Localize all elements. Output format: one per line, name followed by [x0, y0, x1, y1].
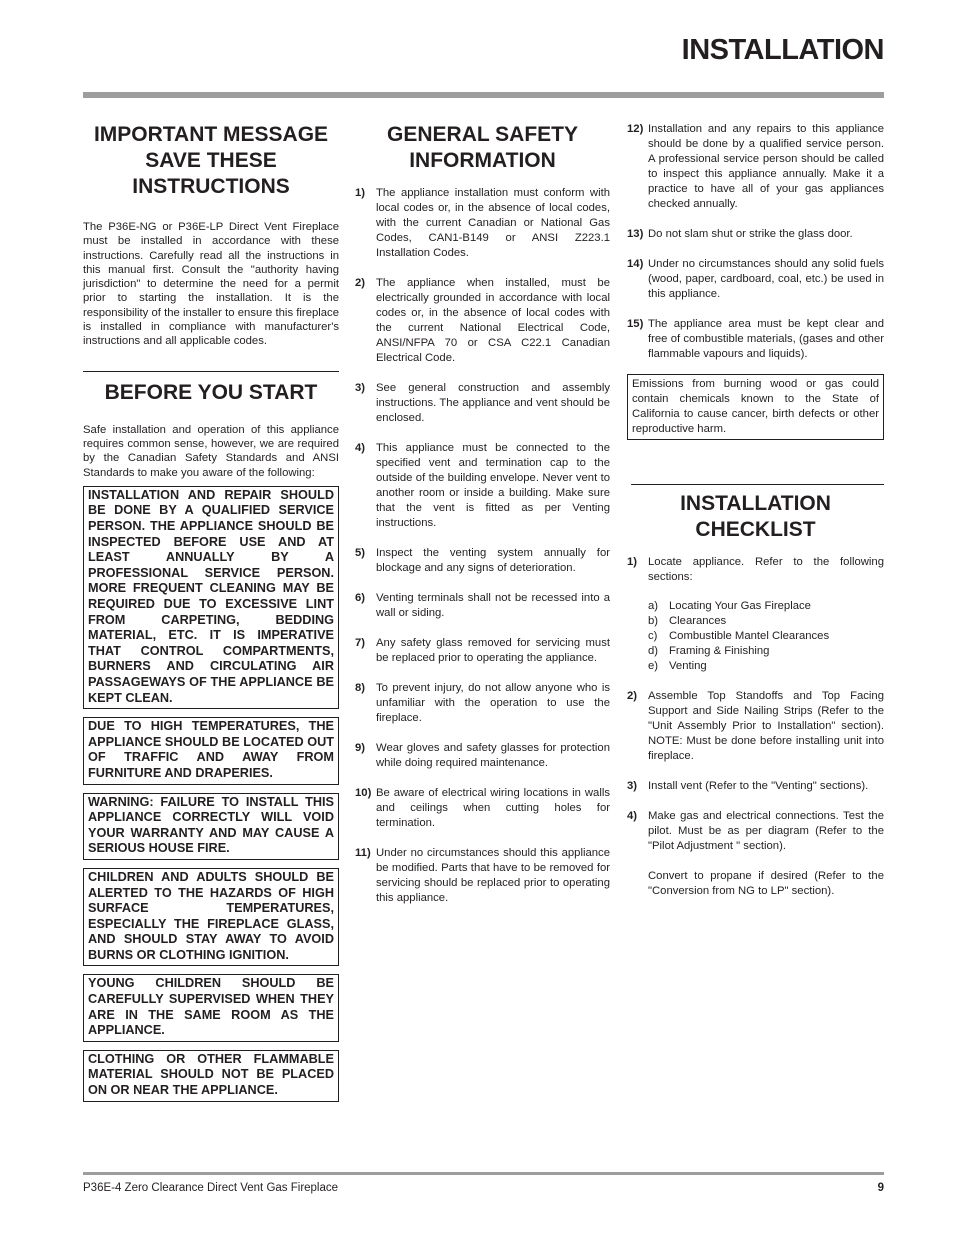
item-text: Be aware of electrical wiring locations in walls and ceilings when cutting holes for termination. [376, 787, 610, 829]
list-item [627, 122, 884, 212]
item-letter: e) [648, 660, 659, 672]
item-text: Wear gloves and safety glasses for protection while doing required maintenance. [376, 742, 610, 769]
before-you-start-paragraph: Safe installation and operation of this appliance requires common sense, however, we are required by the Canadian Safety Standards and ANSI Standards to make you aware of the following: [83, 423, 339, 479]
item-number: 10) [355, 787, 372, 799]
item-text: Do not slam shut or strike the glass door. [648, 228, 853, 240]
item-text: The appliance area must be kept clear and free of combustible materials, (gases and other flammable vapours and liquids). [648, 318, 884, 360]
item-number: 6) [355, 592, 366, 604]
list-item [627, 779, 884, 794]
list-item [627, 317, 884, 362]
column-middle [355, 120, 610, 921]
item-text: Venting terminals shall not be recessed into a wall or siding. [376, 592, 610, 619]
item-number: 7) [355, 637, 366, 649]
heading-line: INSTALLATION [680, 492, 831, 515]
list-item [627, 227, 884, 242]
footer-rule [83, 1172, 884, 1175]
safety-list-continued [627, 122, 884, 362]
item-text: Inspect the venting system annually for blockage and any signs of deterioration. [376, 547, 610, 574]
item-letter: a) [648, 600, 659, 612]
heading-line: GENERAL SAFETY [387, 123, 578, 146]
warning-box: YOUNG CHILDREN SHOULD BE CAREFULLY SUPERVISED WHEN THEY ARE IN THE SAME ROOM AS THE APPLIANCE. [83, 974, 339, 1041]
item-number: 13) [627, 228, 644, 240]
item-number: 9) [355, 742, 366, 754]
item-letter: c) [648, 630, 658, 642]
section-divider [83, 371, 339, 372]
list-item [355, 186, 610, 261]
intro-paragraph: The P36E-NG or P36E-LP Direct Vent Fireplace must be installed in accordance with these instructions. Carefully read all the instructions in this manual first. Consult the "authority having jurisdiction" to determine the need for a permit prior to starting the installation. It is the responsibility of the installer to ensure this fireplace is installed in compliance with manufacturer's instructions and all applicable codes. [83, 221, 339, 348]
warning-box: CHILDREN AND ADULTS SHOULD BE ALERTED TO THE HAZARDS OF HIGH SURFACE TEMPERATURES, ESPECIALLY THE FIREPLACE GLASS, AND SHOULD STAY AWAY TO AVOID BURNS OR CLOTHING IGNITION. [83, 868, 339, 967]
california-notice-box: Emissions from burning wood or gas could contain chemicals known to the State of California to cause cancer, birth defects or other reproductive harm. [627, 374, 884, 440]
list-item [355, 636, 610, 666]
heading-line: INFORMATION [409, 149, 556, 172]
item-note: Convert to propane if desired (Refer to the "Conversion from NG to LP" section). [648, 870, 884, 897]
before-you-start-heading: BEFORE YOU START [104, 380, 318, 404]
item-text: Combustible Mantel Clearances [669, 630, 830, 642]
warning-box: CLOTHING OR OTHER FLAMMABLE MATERIAL SHOULD NOT BE PLACED ON OR NEAR THE APPLIANCE. [83, 1050, 339, 1102]
item-text: Any safety glass removed for servicing must be replaced prior to operating the appliance. [376, 637, 610, 664]
checklist [627, 555, 884, 899]
general-safety-heading [355, 122, 610, 174]
item-text: Locate appliance. Refer to the following sections: [648, 556, 884, 583]
item-text: Locating Your Gas Fireplace [669, 600, 811, 612]
installation-checklist-heading [627, 491, 884, 543]
item-number: 11) [355, 847, 371, 859]
item-text: Clearances [669, 615, 727, 627]
item-text: Install vent (Refer to the "Venting" sections). [648, 780, 869, 792]
item-text: See general construction and assembly instructions. The appliance and vent should be enclosed. [376, 382, 610, 424]
list-item [627, 257, 884, 302]
list-item [355, 591, 610, 621]
heading-line: SAVE THESE [145, 149, 277, 172]
sub-item [648, 599, 884, 614]
item-number: 3) [355, 382, 366, 394]
item-number: 12) [627, 123, 644, 135]
list-item [355, 441, 610, 531]
item-text: Framing & Finishing [669, 645, 770, 657]
list-item [627, 809, 884, 899]
heading-line: CHECKLIST [695, 518, 816, 541]
item-number: 1) [627, 556, 638, 568]
list-item [355, 786, 610, 831]
item-number: 1) [355, 187, 366, 199]
item-number: 4) [355, 442, 366, 454]
section-divider [631, 484, 884, 485]
heading-line: INSTRUCTIONS [132, 175, 290, 198]
item-text: Under no circumstances should this appliance be modified. Parts that have to be removed for servicing should be replaced prior to operating this appliance. [376, 847, 610, 904]
list-item [627, 689, 884, 764]
list-item [355, 546, 610, 576]
column-left [83, 120, 339, 1110]
item-text: The appliance installation must conform with local codes or, in the absence of local codes, with the current Canadian or National Gas Codes, CAN1-B149 or ANSI Z223.1 Installation Codes. [376, 187, 610, 259]
footer-product-name: P36E-4 Zero Clearance Direct Vent Gas Fireplace [83, 1182, 339, 1194]
sub-item [648, 614, 884, 629]
list-item [355, 846, 610, 906]
item-text: This appliance must be connected to the specified vent and termination cap to the outside of the building envelope. Never vent to another room or inside a building. Make sure that the vent is fitted as per Venting instructions. [376, 442, 610, 529]
safety-list [355, 186, 610, 906]
page-number: 9 [877, 1182, 884, 1194]
item-letter: d) [648, 645, 659, 657]
item-text: The appliance when installed, must be electrically grounded in accordance with local codes or, in the absence of local codes with the current National Electrical Code, ANSI/NFPA 70 or CSA C22.1 Canadian Electrical Code. [376, 277, 610, 364]
item-text: Make gas and electrical connections. Test the pilot. Must be as per diagram (Refer to the "Pilot Adjustment " section). [648, 810, 884, 852]
warning-list [83, 486, 339, 1102]
item-number: 2) [355, 277, 366, 289]
important-message-heading [83, 122, 339, 200]
page-title: INSTALLATION [681, 34, 884, 66]
list-item [627, 555, 884, 674]
sub-list [648, 599, 884, 674]
item-text: Assemble Top Standoffs and Top Facing Support and Side Nailing Strips (Refer to the "Unit Assembly Prior to Installation" section). NOTE: Must be done before installing unit into fireplace. [648, 690, 884, 762]
sub-item [648, 629, 884, 644]
header-rule [83, 92, 884, 98]
item-number: 5) [355, 547, 366, 559]
item-number: 3) [627, 780, 638, 792]
sub-item [648, 659, 884, 674]
item-number: 2) [627, 690, 638, 702]
warning-box: INSTALLATION AND REPAIR SHOULD BE DONE BY A QUALIFIED SERVICE PERSON. THE APPLIANCE SHOULD BE INSPECTED BEFORE USE AND AT LEAST ANNUALLY BY A PROFESSIONAL SERVICE PERSON. MORE FREQUENT CLEANING MAY BE REQUIRED DUE TO EXCESSIVE LINT FROM CARPETING, BEDDING MATERIAL, ETC. IT IS IMPERATIVE THAT CONTROL COMPARTMENTS, BURNERS AND CIRCULATING AIR PASSAGEWAYS OF THE APPLIANCE BE KEPT CLEAN. [83, 486, 339, 709]
item-text: To prevent injury, do not allow anyone who is unfamiliar with the operation to use the fireplace. [376, 682, 610, 724]
warning-box: DUE TO HIGH TEMPERATURES, THE APPLIANCE SHOULD BE LOCATED OUT OF TRAFFIC AND AWAY FROM FURNITURE AND DRAPERIES. [83, 717, 339, 784]
item-text: Venting [669, 660, 707, 672]
item-text: Installation and any repairs to this appliance should be done by a qualified service person. A professional service person should be called to inspect this appliance annually. Make it a practice to have all of your gas appliances checked annually. [648, 123, 884, 210]
item-number: 14) [627, 258, 644, 270]
item-letter: b) [648, 615, 659, 627]
item-number: 15) [627, 318, 644, 330]
item-number: 8) [355, 682, 366, 694]
list-item [355, 681, 610, 726]
column-right [627, 122, 884, 914]
item-text: Under no circumstances should any solid fuels (wood, paper, cardboard, coal, etc.) be used in this appliance. [648, 258, 884, 300]
heading-line: IMPORTANT MESSAGE [93, 123, 329, 146]
list-item [355, 381, 610, 426]
list-item [355, 741, 610, 771]
item-number: 4) [627, 810, 638, 822]
sub-item [648, 644, 884, 659]
list-item [355, 276, 610, 366]
warning-box: WARNING: FAILURE TO INSTALL THIS APPLIANCE CORRECTLY WILL VOID YOUR WARRANTY AND MAY CAUSE A SERIOUS HOUSE FIRE. [83, 793, 339, 860]
